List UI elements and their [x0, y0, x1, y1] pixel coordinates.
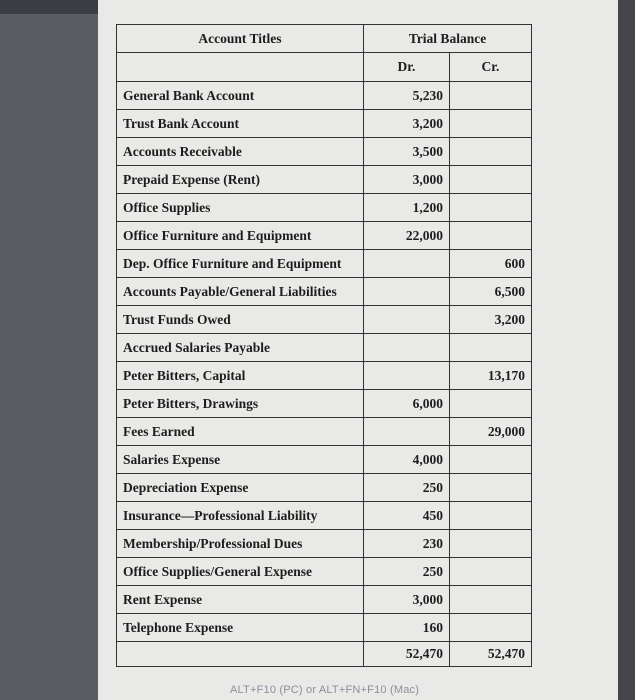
debit-cell: 1,200	[364, 194, 450, 222]
credit-cell	[450, 166, 532, 194]
account-title-cell: Prepaid Expense (Rent)	[117, 166, 364, 194]
account-title-cell: Peter Bitters, Capital	[117, 362, 364, 390]
subheader-row	[117, 53, 532, 82]
header-row	[117, 25, 532, 53]
trial-balance-header: Trial Balance	[364, 25, 532, 53]
credit-cell	[450, 446, 532, 474]
right-shadow	[618, 0, 635, 700]
credit-cell: 29,000	[450, 418, 532, 446]
debit-cell: 250	[364, 474, 450, 502]
debit-cell: 52,470	[364, 642, 450, 667]
debit-cell: 3,000	[364, 166, 450, 194]
debit-cell: 5,230	[364, 82, 450, 110]
totals-row	[117, 642, 532, 667]
table-row	[117, 530, 532, 558]
trial-balance-table	[116, 24, 532, 667]
debit-header: Dr.	[364, 53, 450, 82]
credit-cell	[450, 138, 532, 166]
account-title-cell: General Bank Account	[117, 82, 364, 110]
account-title-cell: Salaries Expense	[117, 446, 364, 474]
account-title-cell: Dep. Office Furniture and Equipment	[117, 250, 364, 278]
debit-cell: 230	[364, 530, 450, 558]
debit-cell: 3,500	[364, 138, 450, 166]
credit-header: Cr.	[450, 53, 532, 82]
account-title-cell: Office Supplies/General Expense	[117, 558, 364, 586]
table-row	[117, 446, 532, 474]
table-row	[117, 222, 532, 250]
debit-cell: 160	[364, 614, 450, 642]
table-row	[117, 306, 532, 334]
credit-cell	[450, 334, 532, 362]
trial-balance-sheet	[116, 24, 531, 674]
debit-cell	[364, 418, 450, 446]
account-title-cell: Telephone Expense	[117, 614, 364, 642]
table-row	[117, 390, 532, 418]
account-title-cell: Rent Expense	[117, 586, 364, 614]
credit-cell	[450, 194, 532, 222]
debit-cell	[364, 306, 450, 334]
account-title-cell: Office Furniture and Equipment	[117, 222, 364, 250]
credit-cell	[450, 614, 532, 642]
table-row	[117, 502, 532, 530]
table-row	[117, 278, 532, 306]
table-row	[117, 138, 532, 166]
account-title-cell: Membership/Professional Dues	[117, 530, 364, 558]
credit-cell	[450, 222, 532, 250]
credit-cell	[450, 110, 532, 138]
account-title-cell: Accounts Receivable	[117, 138, 364, 166]
credit-cell	[450, 530, 532, 558]
table-row	[117, 334, 532, 362]
credit-cell	[450, 390, 532, 418]
debit-cell: 3,200	[364, 110, 450, 138]
credit-cell: 600	[450, 250, 532, 278]
credit-cell	[450, 558, 532, 586]
debit-cell: 3,000	[364, 586, 450, 614]
debit-cell	[364, 362, 450, 390]
debit-cell: 4,000	[364, 446, 450, 474]
table-row	[117, 194, 532, 222]
table-row	[117, 474, 532, 502]
debit-cell	[364, 278, 450, 306]
account-title-cell: Fees Earned	[117, 418, 364, 446]
table-row	[117, 558, 532, 586]
debit-cell	[364, 250, 450, 278]
account-title-cell: Office Supplies	[117, 194, 364, 222]
account-title-cell: Trust Bank Account	[117, 110, 364, 138]
account-title-cell: Peter Bitters, Drawings	[117, 390, 364, 418]
credit-cell	[450, 586, 532, 614]
account-title-cell: Trust Funds Owed	[117, 306, 364, 334]
credit-cell: 3,200	[450, 306, 532, 334]
table-row	[117, 614, 532, 642]
table-row	[117, 110, 532, 138]
credit-cell: 6,500	[450, 278, 532, 306]
account-title-cell: Accrued Salaries Payable	[117, 334, 364, 362]
debit-cell	[364, 334, 450, 362]
credit-cell	[450, 82, 532, 110]
account-title-cell: Accounts Payable/General Liabilities	[117, 278, 364, 306]
credit-cell: 13,170	[450, 362, 532, 390]
table-row	[117, 82, 532, 110]
table-row	[117, 418, 532, 446]
debit-cell: 450	[364, 502, 450, 530]
table-row	[117, 250, 532, 278]
table-row	[117, 362, 532, 390]
keyboard-hint: ALT+F10 (PC) or ALT+FN+F10 (Mac)	[230, 684, 420, 696]
debit-cell: 250	[364, 558, 450, 586]
blank-cell	[117, 53, 364, 82]
account-title-cell: Depreciation Expense	[117, 474, 364, 502]
debit-cell: 6,000	[364, 390, 450, 418]
table-row	[117, 586, 532, 614]
debit-cell: 22,000	[364, 222, 450, 250]
credit-cell	[450, 474, 532, 502]
table-row	[117, 166, 532, 194]
credit-cell	[450, 502, 532, 530]
account-title-cell: Insurance—Professional Liability	[117, 502, 364, 530]
credit-cell: 52,470	[450, 642, 532, 667]
account-titles-header: Account Titles	[117, 25, 364, 53]
account-title-cell	[117, 642, 364, 667]
